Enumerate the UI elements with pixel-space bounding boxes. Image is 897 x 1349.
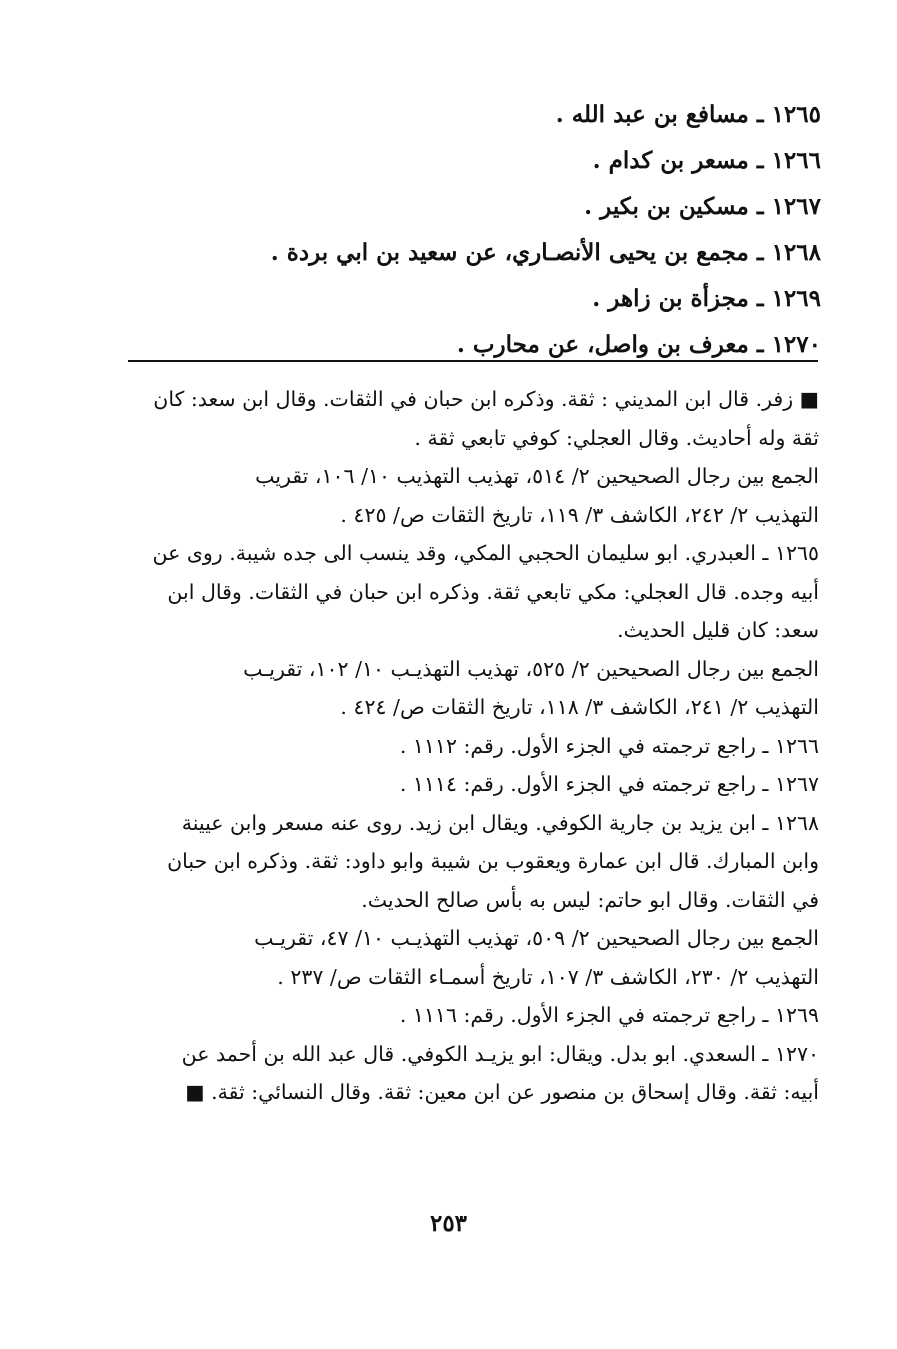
entry-1269: ١٢٦٩ ـ مجزأة بن زاهر . bbox=[592, 285, 821, 312]
entry-1266: ١٢٦٦ ـ مسعر بن كدام . bbox=[592, 147, 821, 174]
footnote-line: الجمع بين رجال الصحيحين ٢/ ٥٠٩، تهذيب التهذيـب ١٠/ ٤٧، تقريـب bbox=[254, 926, 819, 950]
footnote-line: في الثقات. وقال ابو حاتم: ليس به بأس صالح الحديث. bbox=[361, 887, 819, 912]
page-number: ٢٥٣ bbox=[429, 1210, 468, 1237]
entry-1268: ١٢٦٨ ـ مجمع بن يحيى الأنصـاري، عن سعيد بن ابي بردة . bbox=[270, 239, 821, 266]
entry-1265: ١٢٦٥ ـ مسافع بن عبد الله . bbox=[555, 101, 821, 128]
footnote-line: الجمع بين رجال الصحيحين ٢/ ٥١٤، تهذيب التهذيب ١٠/ ١٠٦، تقريب bbox=[255, 464, 819, 488]
footnote-line: ■ زفر. قال ابن المديني : ثقة. وذكره ابن حبان في الثقات. وقال ابن سعد: كان bbox=[153, 387, 819, 411]
entry-list bbox=[261, 92, 821, 368]
footnote-line: ١٢٦٩ ـ راجع ترجمته في الجزء الأول. رقم: ١١١٦ . bbox=[399, 1003, 819, 1027]
footnote-line: أبيه: ثقة. وقال إسحاق بن منصور عن ابن معين: ثقة. وقال النسائي: ثقة. ■ bbox=[185, 1080, 819, 1104]
footnote-line: ثقة وله أحاديث. وقال العجلي: كوفي تابعي ثقة . bbox=[414, 425, 819, 450]
entry-1267: ١٢٦٧ ـ مسكين بن بكير . bbox=[584, 193, 821, 220]
footnote-line: ١٢٦٥ ـ العبدري. ابو سليمان الحجبي المكي، وقد ينسب الى جده شيبة. روى عن bbox=[152, 541, 819, 565]
footnote-line: أبيه وجده. قال العجلي: مكي تابعي ثقة. وذكره ابن حبان في الثقات. وقال ابن bbox=[167, 579, 819, 604]
footnote-line: ١٢٦٨ ـ ابن يزيد بن جارية الكوفي. ويقال ابن زيد. روى عنه مسعر وابن عيينة bbox=[181, 810, 819, 835]
footnote-line: ١٢٦٦ ـ راجع ترجمته في الجزء الأول. رقم: ١١١٢ . bbox=[399, 733, 819, 758]
footnote-line: سعد: كان قليل الحديث. bbox=[617, 618, 819, 642]
footnote-line: التهذيب ٢/ ٢٤١، الكاشف ٣/ ١١٨، تاريخ الثقات ص/ ٤٢٤ . bbox=[340, 695, 819, 719]
footnote-line: ١٢٧٠ ـ السعدي. ابو بدل. ويقال: ابو يزيـد الكوفي. قال عبد الله بن أحمد عن bbox=[181, 1041, 819, 1066]
footnote-line: التهذيب ٢/ ٢٣٠، الكاشف ٣/ ١٠٧، تاريخ أسمـاء الثقات ص/ ٢٣٧ . bbox=[277, 964, 819, 989]
footnote-line: ١٢٦٧ ـ راجع ترجمته في الجزء الأول. رقم: ١١١٤ . bbox=[399, 772, 819, 796]
entry-1270: ١٢٧٠ ـ معرف بن واصل، عن محارب . bbox=[456, 331, 821, 358]
footnote-line: التهذيب ٢/ ٢٤٢، الكاشف ٣/ ١١٩، تاريخ الثقات ص/ ٤٢٥ . bbox=[340, 502, 819, 527]
footnote-line: الجمع بين رجال الصحيحين ٢/ ٥٢٥، تهذيب التهذيـب ١٠/ ١٠٢، تقريـب bbox=[243, 656, 819, 681]
footnote-divider bbox=[128, 360, 818, 362]
footnotes bbox=[127, 380, 819, 1112]
footnote-line: وابن المبارك. قال ابن عمارة ويعقوب بن شيبة وابو داود: ثقة. وذكره ابن حبان bbox=[167, 849, 819, 873]
